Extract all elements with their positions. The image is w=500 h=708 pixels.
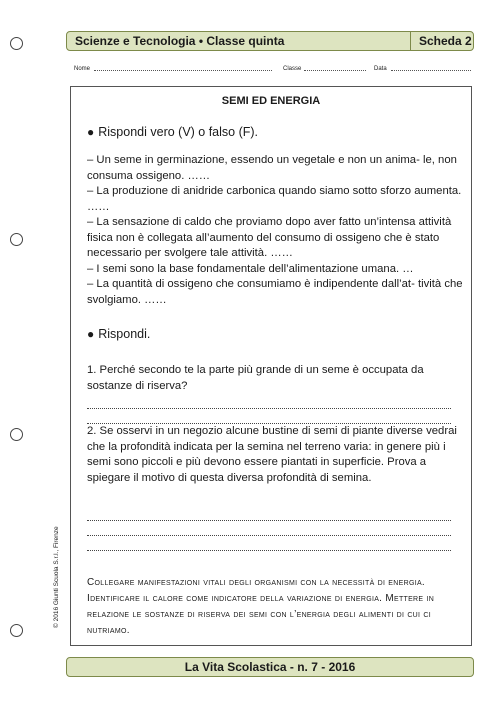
sheet-number: Scheda 2 bbox=[419, 34, 472, 48]
header-bar bbox=[66, 31, 474, 51]
section-answer-heading bbox=[87, 327, 150, 341]
true-false-item-1: – Un seme in germinazione, essendo un vegetale e non un anima- le, non consuma ossigeno. …… bbox=[87, 154, 457, 182]
name-label: Nome bbox=[74, 66, 91, 72]
bullet-icon: ● bbox=[87, 327, 95, 341]
objective-2: Identificare il calore come indicatore della variazione di energia. Mettere in relazione le sostanze di riserva dei semi con l’energia degli alimenti di cui ci nutriamo. bbox=[87, 593, 435, 636]
footer-publication: La Vita Scolastica - n. 7 - 2016 bbox=[66, 657, 474, 677]
binder-hole-lower-middle bbox=[10, 428, 23, 441]
binder-hole-top bbox=[10, 37, 23, 50]
answer-line-q2-1[interactable] bbox=[87, 520, 451, 521]
class-field[interactable] bbox=[304, 70, 366, 71]
question-2: 2. Se osservi in un negozio alcune bustine di semi di piante diverse vedrai che la profondità indicata per la semina nel terreno varia: in genere più i semi sono piccoli e più devono essere piantati in superficie. Prova a spiegare il motivo di questa diversa profondità di semina. bbox=[87, 425, 457, 484]
date-label: Data bbox=[374, 66, 387, 72]
answer-line-q2-2[interactable] bbox=[87, 535, 451, 536]
true-false-item-5: – La quantità di ossigeno che consumiamo è indipendente dall’at- tività che svolgiamo. …… bbox=[87, 278, 463, 306]
binder-hole-upper-middle bbox=[10, 233, 23, 246]
true-false-item-3: – La sensazione di caldo che proviamo dopo aver fatto un’intensa attività fisica non è collegata all’aumento del consumo di ossigeno che è stato necessario per svolgere tale attività. …… bbox=[87, 216, 452, 259]
header-divider bbox=[410, 32, 411, 50]
question-1: 1. Perché secondo te la parte più grande di un seme è occupata da sostanze di riserva? bbox=[87, 364, 424, 392]
answer-line-q2-3[interactable] bbox=[87, 550, 451, 551]
true-false-list bbox=[87, 153, 467, 308]
true-false-item-4: – I semi sono la base fondamentale dell’alimentazione umana. … bbox=[87, 262, 414, 275]
true-false-item-2: – La produzione di anidride carbonica quando siamo sotto sforzo aumenta. …… bbox=[87, 185, 462, 213]
worksheet-box bbox=[70, 86, 472, 646]
answer-line-q1-1[interactable] bbox=[87, 408, 451, 409]
true-false-heading-text: Rispondi vero (V) o falso (F). bbox=[98, 125, 259, 139]
answer-heading-text: Rispondi. bbox=[98, 327, 151, 341]
worksheet-title: SEMI ED ENERGIA bbox=[221, 95, 321, 107]
copyright-notice: © 2016 Giunti Scuola S.r.l., Firenze bbox=[53, 526, 60, 628]
bullet-icon: ● bbox=[87, 125, 95, 139]
name-field[interactable] bbox=[94, 70, 272, 71]
class-label: Classe bbox=[283, 66, 302, 72]
section-true-false-heading bbox=[87, 125, 258, 139]
subject-title: Scienze e Tecnologia • Classe quinta bbox=[75, 34, 285, 48]
binder-hole-bottom bbox=[10, 624, 23, 637]
objective-1: Collegare manifestazioni vitali degli organismi con la necessità di energia. bbox=[87, 577, 425, 588]
date-field[interactable] bbox=[391, 70, 471, 71]
learning-objectives bbox=[87, 575, 463, 639]
